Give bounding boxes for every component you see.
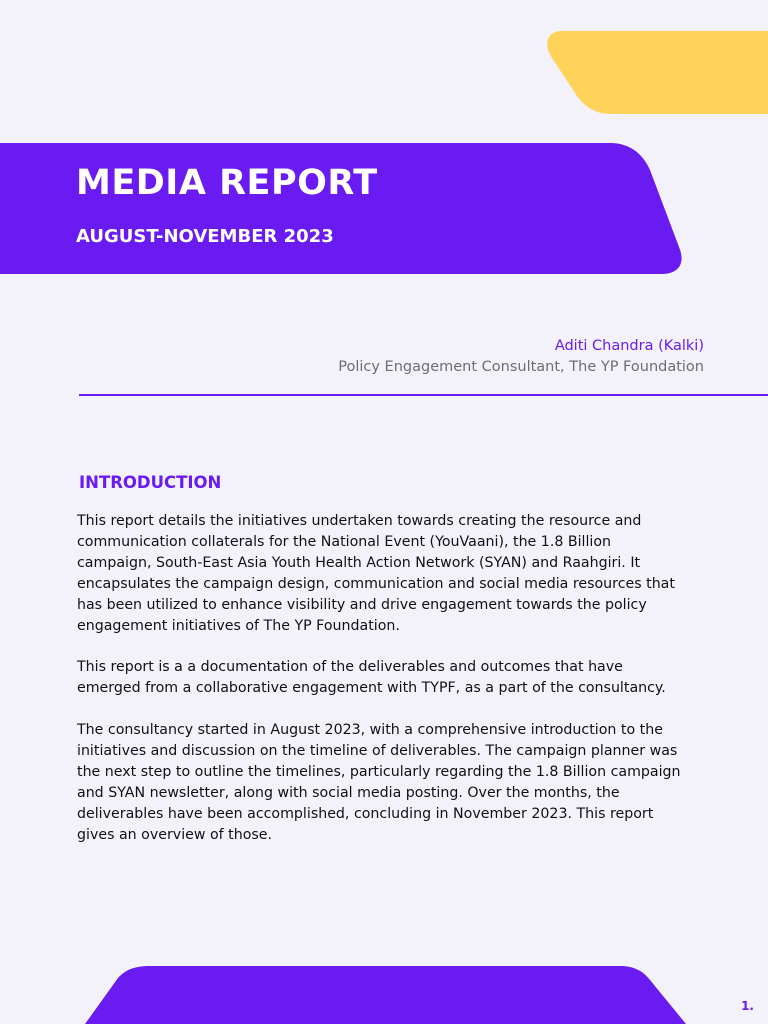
introduction-paragraph: This report is a a documentation of the deliverables and outcomes that have emerged from a collaborative engagement with TYPF, as a part of the consultancy. (77, 659, 666, 697)
author-block (338, 336, 704, 378)
author-name: Aditi Chandra (Kalki) (554, 338, 704, 354)
bottom-accent-shape (0, 960, 768, 1024)
title-banner (0, 140, 768, 280)
introduction-paragraph: The consultancy started in August 2023, with a comprehensive introduction to the initiatives and discussion on the timeline of deliverables. The campaign planner was the next step to outline the timelines, particularly regarding the 1.8 Billion campaign and SYAN newsletter, along with social media posting. Over the months, the deliverables have been accomplished, concluding in November 2023. This report gives an overview of those. (77, 722, 681, 843)
introduction-body (77, 511, 687, 866)
page-number: 1. (741, 999, 754, 1013)
report-title: MEDIA REPORT (76, 163, 378, 203)
introduction-heading: INTRODUCTION (79, 473, 222, 492)
section-divider (79, 394, 768, 396)
yellow-accent-shape (0, 0, 768, 130)
report-date-range: AUGUST-NOVEMBER 2023 (76, 226, 334, 247)
author-role: Policy Engagement Consultant, The YP Foundation (338, 359, 704, 375)
introduction-paragraph: This report details the initiatives undertaken towards creating the resource and communication collaterals for the National Event (YouVaani), the 1.8 Billion campaign, South-East Asia Youth Health Action Network (SYAN) and Raahgiri. It encapsulates the campaign design, communication and social media resources that has been utilized to enhance visibility and drive engagement towards the policy engagement initiatives of The YP Foundation. (77, 513, 675, 634)
